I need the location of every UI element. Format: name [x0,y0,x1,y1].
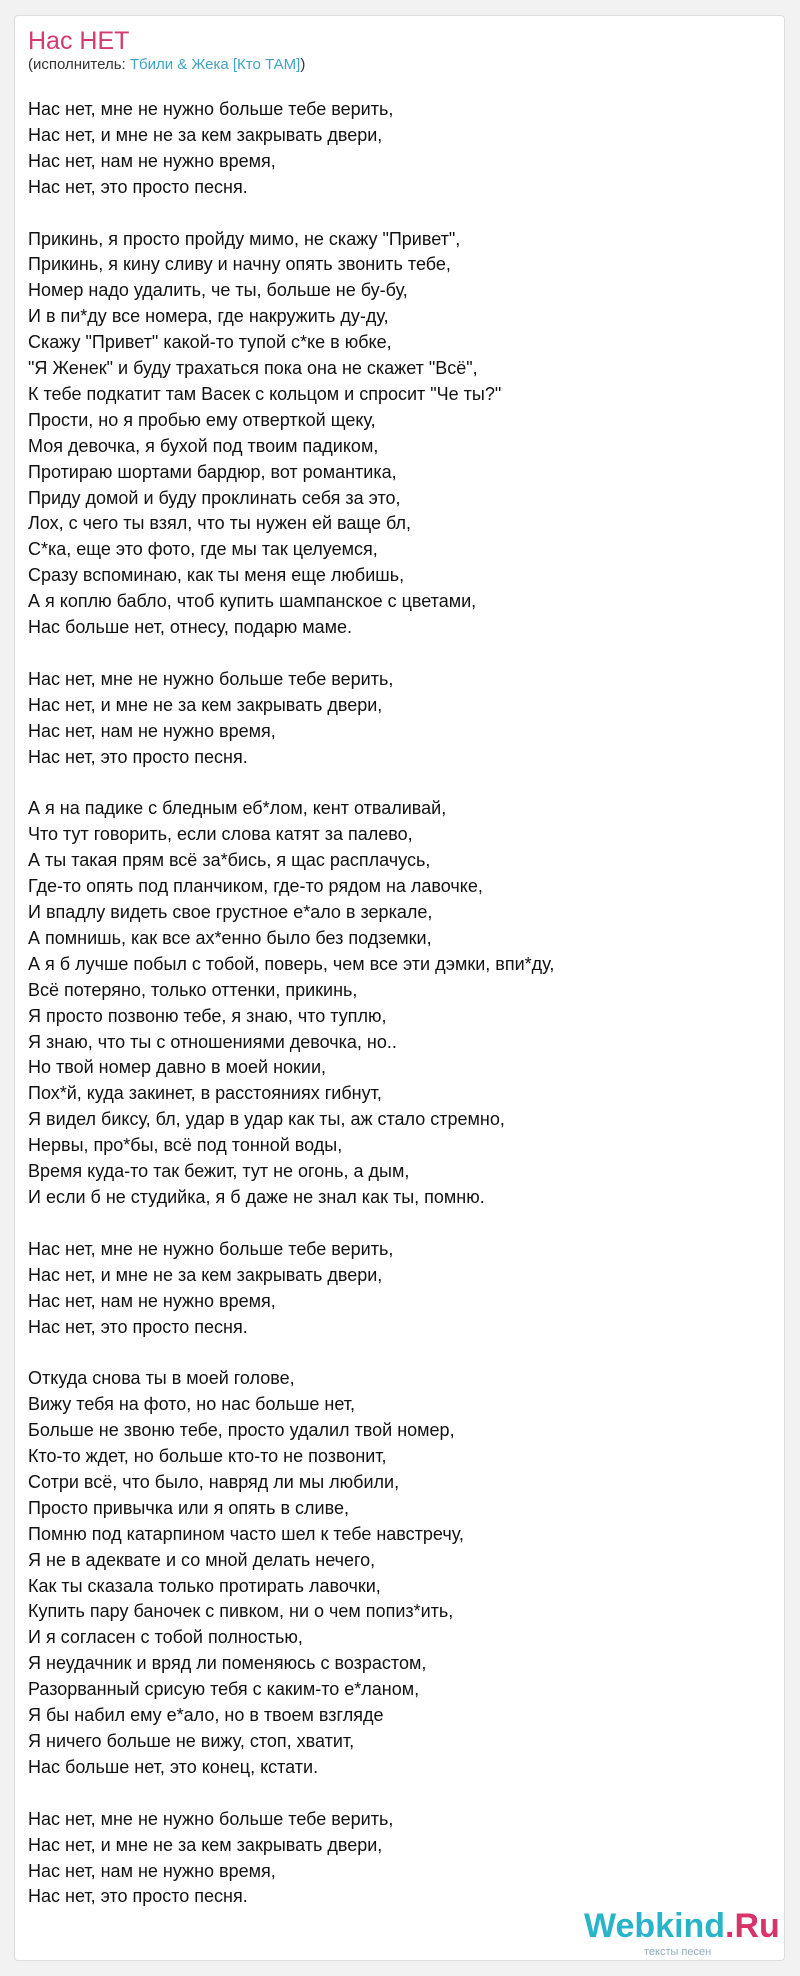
lyrics-line: Нас нет, мне не нужно больше тебе верить, [28,1238,394,1259]
lyrics-line: Как ты сказала только протирать лавочки, [28,1575,381,1596]
lyrics-body [28,97,554,1936]
lyrics-line: Я ничего больше не вижу, стоп, хватит, [28,1731,355,1752]
artist-line [28,56,305,74]
lyrics-stanza [28,97,554,201]
logo-wordmark [584,1906,780,1946]
lyrics-line: Нервы, про*бы, всё под тонной воды, [28,1135,343,1156]
lyrics-line: Нас нет, и мне не за кем закрывать двери, [28,124,383,145]
lyrics-line: Но твой номер давно в моей нокии, [28,1057,327,1078]
lyrics-line: Прости, но я пробью ему отверткой щеку, [28,409,376,430]
lyrics-line: И если б не студийка, я б даже не знал как ты, помню. [28,1187,485,1208]
lyrics-line: А помнишь, как все ах*енно было без подземки, [28,927,432,948]
lyrics-line: Я знаю, что ты с отношениями девочка, но.. [28,1031,397,1052]
lyrics-stanza [28,227,554,642]
lyrics-stanza [28,1807,554,1911]
lyrics-line: Нас нет, и мне не за кем закрывать двери, [28,694,383,715]
lyrics-line: Я видел биксу, бл, удар в удар как ты, аж стало стремно, [28,1109,505,1130]
lyrics-line: Нас нет, мне не нужно больше тебе верить, [28,1808,394,1829]
lyrics-line: Протираю шортами бардюр, вот романтика, [28,461,397,482]
lyrics-line: Сразу вспоминаю, как ты меня еще любишь, [28,565,405,586]
lyrics-line: Нас нет, нам не нужно время, [28,150,276,171]
lyrics-line: А я коплю бабло, чтоб купить шампанское с цветами, [28,591,477,612]
lyrics-line: А я на падике с бледным еб*лом, кент отваливай, [28,798,447,819]
lyrics-line: Разорванный срисую тебя с каким-то е*ланом, [28,1679,420,1700]
logo-domain: .Ru [725,1907,780,1945]
logo-word: Webkind [584,1907,726,1945]
lyrics-line: Нас нет, нам не нужно время, [28,720,276,741]
page-title: Нас НЕТ [28,27,130,55]
lyrics-line: Скажу "Привет" какой-то тупой с*ке в юбке, [28,332,392,353]
lyrics-line: И я согласен с тобой полностью, [28,1627,303,1648]
lyrics-line: Нас больше нет, это конец, кстати. [28,1756,319,1777]
lyrics-line: Просто привычка или я опять в сливе, [28,1497,349,1518]
lyrics-line: Где-то опять под планчиком, где-то рядом на лавочке, [28,876,483,897]
lyrics-line: Купить пару баночек с пивком, ни о чем попиз*ить, [28,1601,454,1622]
lyrics-line: Я неудачник и вряд ли поменяюсь с возрастом, [28,1653,427,1674]
lyrics-line: Прикинь, я просто пройду мимо, не скажу "Привет", [28,228,461,249]
lyrics-line: К тебе подкатит там Васек с кольцом и спросит "Че ты?" [28,383,502,404]
lyrics-line: Нас нет, это просто песня. [28,176,248,197]
lyrics-line: И впадлу видеть свое грустное е*ало в зеркале, [28,902,433,923]
lyrics-line: Нас нет, нам не нужно время, [28,1290,276,1311]
lyrics-line: Нас нет, мне не нужно больше тебе верить, [28,668,394,689]
lyrics-line: С*ка, еще это фото, где мы так целуемся, [28,539,378,560]
lyrics-line: Нас нет, нам не нужно время, [28,1860,276,1881]
lyrics-line: Что тут говорить, если слова катят за палево, [28,824,413,845]
lyrics-line: Пох*й, куда закинет, в расстояниях гибнут, [28,1083,382,1104]
lyrics-line: Больше не звоню тебе, просто удалил твой номер, [28,1420,455,1441]
lyrics-line: А ты такая прям всё за*бись, я щас расплачусь, [28,850,431,871]
artist-prefix: (исполнитель: [28,56,130,73]
lyrics-line: Нас нет, и мне не за кем закрывать двери, [28,1264,383,1285]
lyrics-line: Нас больше нет, отнесу, подарю маме. [28,617,353,638]
lyrics-line: А я б лучше побыл с тобой, поверь, чем все эти дэмки, впи*ду, [28,953,555,974]
logo-tagline: тексты песен [644,1946,712,1958]
lyrics-stanza [28,796,554,1211]
lyrics-line: Я не в адеквате и со мной делать нечего, [28,1549,376,1570]
lyrics-line: Прикинь, я кину сливу и начну опять звонить тебе, [28,254,451,275]
lyrics-line: Нас нет, мне не нужно больше тебе верить, [28,99,394,119]
lyrics-line: Лох, с чего ты взял, что ты нужен ей ваще бл, [28,513,412,534]
lyrics-line: "Я Женек" и буду трахаться пока она не скажет "Всё", [28,358,478,379]
lyrics-line: Откуда снова ты в моей голове, [28,1368,295,1389]
lyrics-line: Сотри всё, что было, навряд ли мы любили, [28,1471,400,1492]
lyrics-line: Нас нет, и мне не за кем закрывать двери, [28,1834,383,1855]
lyrics-line: Номер надо удалить, че ты, больше не бу-бу, [28,280,408,301]
lyrics-line: Время куда-то так бежит, тут не огонь, а дым, [28,1161,410,1182]
lyrics-line: Всё потеряно, только оттенки, прикинь, [28,979,358,1000]
lyrics-line: И в пи*ду все номера, где накружить ду-ду, [28,306,389,327]
lyrics-line: Помню под катарпином часто шел к тебе навстречу, [28,1523,464,1544]
lyrics-line: Нас нет, это просто песня. [28,1316,248,1337]
lyrics-line: Кто-то ждет, но больше кто-то не позвонит, [28,1446,387,1467]
lyrics-line: Я бы набил ему е*ало, но в твоем взгляде [28,1705,384,1726]
lyrics-stanza [28,1366,554,1781]
lyrics-line: Я просто позвоню тебе, я знаю, что туплю, [28,1005,387,1026]
site-logo[interactable] [584,1906,780,1966]
lyrics-line: Нас нет, это просто песня. [28,1886,248,1907]
lyrics-stanza [28,667,554,771]
artist-suffix: ) [300,56,306,73]
artist-link[interactable]: Тбили & Жека [Кто ТАМ] [129,56,301,73]
lyrics-line: Вижу тебя на фото, но нас больше нет, [28,1394,356,1415]
lyrics-line: Нас нет, это просто песня. [28,746,248,767]
lyrics-line: Моя девочка, я бухой под твоим падиком, [28,435,379,456]
lyrics-line: Приду домой и буду проклинать себя за это, [28,487,401,508]
lyrics-stanza [28,1237,554,1341]
